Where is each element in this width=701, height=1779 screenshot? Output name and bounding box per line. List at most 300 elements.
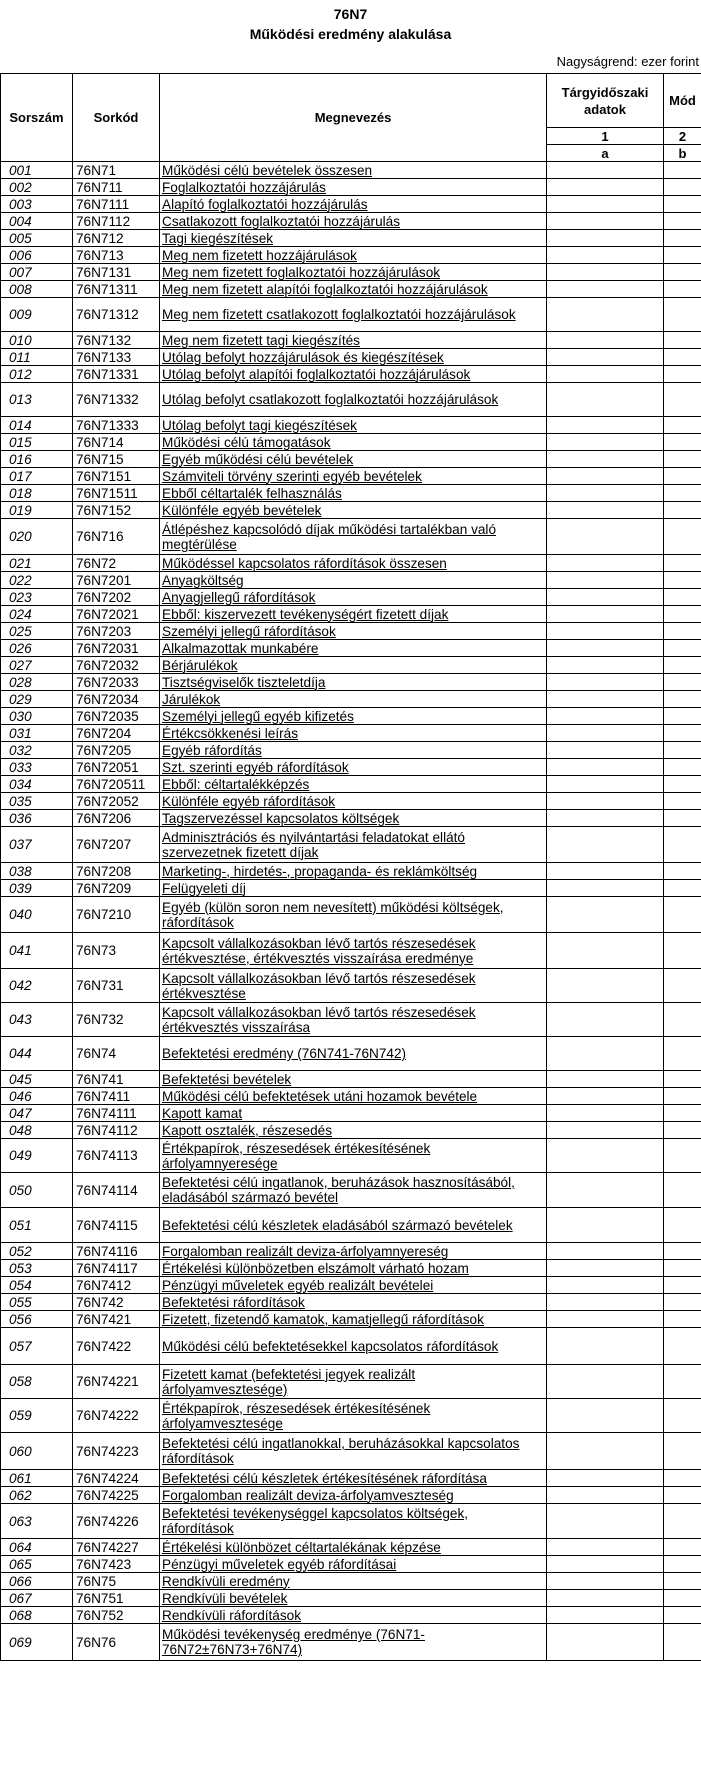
value-cell[interactable] (547, 1607, 664, 1624)
mod-cell[interactable] (664, 179, 701, 196)
row-name: Pénzügyi műveletek egyéb realizált bevételei (160, 1277, 547, 1294)
value-cell[interactable] (547, 657, 664, 674)
table-row (1, 674, 701, 691)
table-row (1, 827, 701, 863)
value-cell[interactable] (547, 589, 664, 606)
mod-cell[interactable] (664, 1504, 701, 1539)
row-code: 76N71 (73, 162, 160, 179)
row-number: 067 (1, 1590, 73, 1607)
table-row (1, 623, 701, 640)
table-row (1, 1539, 701, 1556)
table-row (1, 1433, 701, 1470)
mod-cell[interactable] (664, 1003, 701, 1037)
mod-cell[interactable] (664, 1294, 701, 1311)
mod-cell[interactable] (664, 1556, 701, 1573)
mod-cell[interactable] (664, 332, 701, 349)
value-cell[interactable] (547, 468, 664, 485)
table-row (1, 1122, 701, 1139)
row-number: 006 (1, 247, 73, 264)
table-row (1, 1277, 701, 1294)
row-code: 76N75 (73, 1573, 160, 1590)
value-cell[interactable] (547, 1539, 664, 1556)
row-name: Tisztségviselők tiszteletdíja (160, 674, 547, 691)
row-number: 026 (1, 640, 73, 657)
value-cell[interactable] (547, 776, 664, 793)
row-number: 049 (1, 1139, 73, 1173)
row-number: 032 (1, 742, 73, 759)
mod-cell[interactable] (664, 1328, 701, 1365)
row-code: 76N73 (73, 933, 160, 969)
row-code: 76N71331 (73, 366, 160, 383)
row-code: 76N74114 (73, 1173, 160, 1208)
value-cell[interactable] (547, 827, 664, 863)
row-name: Egyéb működési célú bevételek (160, 451, 547, 468)
value-cell[interactable] (547, 555, 664, 572)
mod-cell[interactable] (664, 1311, 701, 1328)
row-code: 76N74226 (73, 1504, 160, 1539)
row-number: 001 (1, 162, 73, 179)
row-code: 76N74227 (73, 1539, 160, 1556)
row-number: 053 (1, 1260, 73, 1277)
row-code: 76N7412 (73, 1277, 160, 1294)
table-row (1, 708, 701, 725)
value-cell[interactable] (547, 1365, 664, 1399)
row-number: 069 (1, 1624, 73, 1661)
table-row (1, 468, 701, 485)
table-row (1, 589, 701, 606)
table-row (1, 555, 701, 572)
value-cell[interactable] (547, 1088, 664, 1105)
row-code: 76N72051 (73, 759, 160, 776)
row-name: Meg nem fizetett alapítói foglalkoztatói hozzájárulások (160, 281, 547, 298)
value-cell[interactable] (547, 213, 664, 230)
row-code: 76N751 (73, 1590, 160, 1607)
row-code: 76N711 (73, 179, 160, 196)
mod-cell[interactable] (664, 1139, 701, 1173)
mod-cell[interactable] (664, 1105, 701, 1122)
mod-cell[interactable] (664, 742, 701, 759)
mod-cell[interactable] (664, 1071, 701, 1088)
mod-cell[interactable] (664, 1277, 701, 1294)
row-name: Egyéb (külön soron nem nevesített) működési költségek, ráfordítások (160, 897, 547, 933)
row-name: Befektetési tevékenységgel kapcsolatos költségek, ráfordítások (160, 1504, 547, 1539)
mod-cell[interactable] (664, 1088, 701, 1105)
mod-cell[interactable] (664, 969, 701, 1003)
row-name: Működési célú befektetésekkel kapcsolatos ráfordítások (160, 1328, 547, 1365)
value-cell[interactable] (547, 933, 664, 969)
mod-cell[interactable] (664, 863, 701, 880)
value-cell[interactable] (547, 691, 664, 708)
mod-cell[interactable] (664, 827, 701, 863)
row-number: 048 (1, 1122, 73, 1139)
value-cell[interactable] (547, 759, 664, 776)
value-cell[interactable] (547, 281, 664, 298)
row-number: 037 (1, 827, 73, 863)
header-sorszam: Sorszám (1, 74, 73, 162)
value-cell[interactable] (547, 897, 664, 933)
mod-cell[interactable] (664, 555, 701, 572)
value-cell[interactable] (547, 383, 664, 417)
row-code: 76N71333 (73, 417, 160, 434)
value-cell[interactable] (547, 1433, 664, 1470)
value-cell[interactable] (547, 1071, 664, 1088)
mod-cell[interactable] (664, 1208, 701, 1243)
mod-cell[interactable] (664, 1590, 701, 1607)
mod-cell[interactable] (664, 1607, 701, 1624)
row-name: Kapcsolt vállalkozásokban lévő tartós részesedések értékvesztése (160, 969, 547, 1003)
row-code: 76N7208 (73, 863, 160, 880)
mod-cell[interactable] (664, 264, 701, 281)
table-row (1, 1260, 701, 1277)
table-row (1, 281, 701, 298)
table-row (1, 810, 701, 827)
row-name: Értékcsökkenési leírás (160, 725, 547, 742)
value-cell[interactable] (547, 880, 664, 897)
value-cell[interactable] (547, 434, 664, 451)
value-cell[interactable] (547, 502, 664, 519)
row-code: 76N752 (73, 1607, 160, 1624)
value-cell[interactable] (547, 366, 664, 383)
row-number: 058 (1, 1365, 73, 1399)
mod-cell[interactable] (664, 451, 701, 468)
table-row (1, 179, 701, 196)
row-name: Csatlakozott foglalkoztatói hozzájárulás (160, 213, 547, 230)
table-row (1, 572, 701, 589)
row-name: Befektetési ráfordítások (160, 1294, 547, 1311)
row-code: 76N741 (73, 1071, 160, 1088)
row-code: 76N7152 (73, 502, 160, 519)
mod-cell[interactable] (664, 1260, 701, 1277)
value-cell[interactable] (547, 1105, 664, 1122)
value-cell[interactable] (547, 969, 664, 1003)
mod-cell[interactable] (664, 1365, 701, 1399)
table-row (1, 502, 701, 519)
mod-cell[interactable] (664, 1487, 701, 1504)
table-row (1, 332, 701, 349)
mod-cell[interactable] (664, 1122, 701, 1139)
value-cell[interactable] (547, 1311, 664, 1328)
row-name: Egyéb ráfordítás (160, 742, 547, 759)
row-name: Utólag befolyt hozzájárulások és kiegészítések (160, 349, 547, 366)
value-cell[interactable] (547, 1487, 664, 1504)
row-code: 76N7132 (73, 332, 160, 349)
row-code: 76N72031 (73, 640, 160, 657)
row-code: 76N715 (73, 451, 160, 468)
mod-cell[interactable] (664, 572, 701, 589)
row-number: 064 (1, 1539, 73, 1556)
value-cell[interactable] (547, 742, 664, 759)
value-cell[interactable] (547, 640, 664, 657)
row-name: Meg nem fizetett hozzájárulások (160, 247, 547, 264)
row-number: 002 (1, 179, 73, 196)
row-number: 003 (1, 196, 73, 213)
row-code: 76N7202 (73, 589, 160, 606)
row-code: 76N74113 (73, 1139, 160, 1173)
mod-cell[interactable] (664, 589, 701, 606)
row-name: Számviteli törvény szerinti egyéb bevételek (160, 468, 547, 485)
value-cell[interactable] (547, 1243, 664, 1260)
table-row (1, 383, 701, 417)
value-cell[interactable] (547, 623, 664, 640)
row-number: 010 (1, 332, 73, 349)
value-cell[interactable] (547, 264, 664, 281)
row-number: 008 (1, 281, 73, 298)
row-code: 76N714 (73, 434, 160, 451)
row-name: Befektetési célú készletek értékesítésének ráfordítása (160, 1470, 547, 1487)
table-row (1, 897, 701, 933)
value-cell[interactable] (547, 863, 664, 880)
row-number: 065 (1, 1556, 73, 1573)
row-code: 76N7423 (73, 1556, 160, 1573)
row-name: Értékelési különbözetben elszámolt várható hozam (160, 1260, 547, 1277)
row-code: 76N7204 (73, 725, 160, 742)
value-cell[interactable] (547, 1260, 664, 1277)
row-number: 055 (1, 1294, 73, 1311)
row-code: 76N72 (73, 555, 160, 572)
row-number: 044 (1, 1037, 73, 1071)
mod-cell[interactable] (664, 1624, 701, 1661)
mod-cell[interactable] (664, 725, 701, 742)
table-row (1, 1399, 701, 1433)
unit-label: Nagyságrend: ezer forint (556, 54, 699, 69)
mod-cell[interactable] (664, 366, 701, 383)
mod-cell[interactable] (664, 1173, 701, 1208)
row-number: 041 (1, 933, 73, 969)
table-row (1, 230, 701, 247)
value-cell[interactable] (547, 196, 664, 213)
row-code: 76N7206 (73, 810, 160, 827)
value-cell[interactable] (547, 1277, 664, 1294)
row-code: 76N7203 (73, 623, 160, 640)
value-cell[interactable] (547, 572, 664, 589)
mod-cell[interactable] (664, 606, 701, 623)
mod-cell[interactable] (664, 657, 701, 674)
row-name: Rendkívüli eredmény (160, 1573, 547, 1590)
value-cell[interactable] (547, 332, 664, 349)
value-cell[interactable] (547, 1294, 664, 1311)
mod-cell[interactable] (664, 434, 701, 451)
value-cell[interactable] (547, 1037, 664, 1071)
mod-cell[interactable] (664, 1399, 701, 1433)
mod-cell[interactable] (664, 247, 701, 264)
row-number: 045 (1, 1071, 73, 1088)
row-number: 052 (1, 1243, 73, 1260)
value-cell[interactable] (547, 1173, 664, 1208)
row-name: Anyagköltség (160, 572, 547, 589)
mod-cell[interactable] (664, 1470, 701, 1487)
header-targyidoszaki: Tárgyidőszaki adatok (547, 74, 664, 128)
table-row (1, 1139, 701, 1173)
row-code: 76N74 (73, 1037, 160, 1071)
row-code: 76N71311 (73, 281, 160, 298)
table-row (1, 1573, 701, 1590)
row-name: Pénzügyi műveletek egyéb ráfordításai (160, 1556, 547, 1573)
mod-cell[interactable] (664, 417, 701, 434)
value-cell[interactable] (547, 1470, 664, 1487)
mod-cell[interactable] (664, 519, 701, 555)
value-cell[interactable] (547, 417, 664, 434)
row-name: Tagi kiegészítések (160, 230, 547, 247)
header-sorkod: Sorkód (73, 74, 160, 162)
row-number: 014 (1, 417, 73, 434)
mod-cell[interactable] (664, 897, 701, 933)
value-cell[interactable] (547, 179, 664, 196)
mod-cell[interactable] (664, 213, 701, 230)
mod-cell[interactable] (664, 793, 701, 810)
row-name: Rendkívüli ráfordítások (160, 1607, 547, 1624)
value-cell[interactable] (547, 1624, 664, 1661)
mod-cell[interactable] (664, 281, 701, 298)
row-name: Befektetési célú készletek eladásából származó bevételek (160, 1208, 547, 1243)
mod-cell[interactable] (664, 880, 701, 897)
value-cell[interactable] (547, 247, 664, 264)
row-number: 061 (1, 1470, 73, 1487)
row-number: 007 (1, 264, 73, 281)
mod-cell[interactable] (664, 196, 701, 213)
row-name: Kapott kamat (160, 1105, 547, 1122)
mod-cell[interactable] (664, 1037, 701, 1071)
row-code: 76N7207 (73, 827, 160, 863)
mod-cell[interactable] (664, 623, 701, 640)
row-name: Meg nem fizetett csatlakozott foglalkoztatói hozzájárulások (160, 298, 547, 332)
value-cell[interactable] (547, 606, 664, 623)
row-name: Értékelési különbözet céltartalékának képzése (160, 1539, 547, 1556)
row-code: 76N72034 (73, 691, 160, 708)
row-name: Felügyeleti díj (160, 880, 547, 897)
row-number: 046 (1, 1088, 73, 1105)
table-row (1, 1556, 701, 1573)
value-cell[interactable] (547, 1399, 664, 1433)
value-cell[interactable] (547, 708, 664, 725)
row-code: 76N716 (73, 519, 160, 555)
table-row (1, 1311, 701, 1328)
mod-cell[interactable] (664, 691, 701, 708)
mod-cell[interactable] (664, 810, 701, 827)
row-name: Alkalmazottak munkabére (160, 640, 547, 657)
table-row (1, 434, 701, 451)
value-cell[interactable] (547, 519, 664, 555)
value-cell[interactable] (547, 349, 664, 366)
row-name: Ebből céltartalék felhasználás (160, 485, 547, 502)
mod-cell[interactable] (664, 708, 701, 725)
row-code: 76N7422 (73, 1328, 160, 1365)
row-code: 76N74225 (73, 1487, 160, 1504)
value-cell[interactable] (547, 1504, 664, 1539)
table-body (1, 162, 701, 1661)
mod-cell[interactable] (664, 640, 701, 657)
mod-cell[interactable] (664, 776, 701, 793)
value-cell[interactable] (547, 1556, 664, 1573)
mod-cell[interactable] (664, 298, 701, 332)
value-cell[interactable] (547, 725, 664, 742)
mod-cell[interactable] (664, 674, 701, 691)
mod-cell[interactable] (664, 485, 701, 502)
table-row (1, 349, 701, 366)
table-row (1, 451, 701, 468)
row-number: 033 (1, 759, 73, 776)
mod-cell[interactable] (664, 502, 701, 519)
value-cell[interactable] (547, 485, 664, 502)
row-name: Különféle egyéb ráfordítások (160, 793, 547, 810)
row-number: 015 (1, 434, 73, 451)
mod-cell[interactable] (664, 230, 701, 247)
value-cell[interactable] (547, 451, 664, 468)
mod-cell[interactable] (664, 933, 701, 969)
table-row (1, 1037, 701, 1071)
table-row (1, 1173, 701, 1208)
table-row (1, 1590, 701, 1607)
table-row (1, 1504, 701, 1539)
table-row (1, 264, 701, 281)
value-cell[interactable] (547, 1573, 664, 1590)
row-code: 76N7210 (73, 897, 160, 933)
row-number: 030 (1, 708, 73, 725)
table-row (1, 776, 701, 793)
row-code: 76N74223 (73, 1433, 160, 1470)
table-row (1, 1607, 701, 1624)
mod-cell[interactable] (664, 759, 701, 776)
table-row (1, 1088, 701, 1105)
value-cell[interactable] (547, 810, 664, 827)
mod-cell[interactable] (664, 1573, 701, 1590)
table-row (1, 1208, 701, 1243)
value-cell[interactable] (547, 674, 664, 691)
mod-cell[interactable] (664, 1539, 701, 1556)
mod-cell[interactable] (664, 1243, 701, 1260)
table-row (1, 417, 701, 434)
row-code: 76N7209 (73, 880, 160, 897)
table-row (1, 1624, 701, 1661)
value-cell[interactable] (547, 298, 664, 332)
table-row (1, 1365, 701, 1399)
row-name: Forgalomban realizált deviza-árfolyamnyereség (160, 1243, 547, 1260)
header-col-num-2: 2 (664, 128, 701, 145)
value-cell[interactable] (547, 1122, 664, 1139)
table-row (1, 247, 701, 264)
row-number: 016 (1, 451, 73, 468)
table-row (1, 485, 701, 502)
row-name: Különféle egyéb bevételek (160, 502, 547, 519)
mod-cell[interactable] (664, 1433, 701, 1470)
row-number: 025 (1, 623, 73, 640)
mod-cell[interactable] (664, 349, 701, 366)
value-cell[interactable] (547, 1328, 664, 1365)
row-number: 059 (1, 1399, 73, 1433)
value-cell[interactable] (547, 230, 664, 247)
value-cell[interactable] (547, 162, 664, 179)
table-row (1, 657, 701, 674)
mod-cell[interactable] (664, 383, 701, 417)
row-code: 76N74112 (73, 1122, 160, 1139)
row-number: 022 (1, 572, 73, 589)
row-name: Forgalomban realizált deviza-árfolyamveszteség (160, 1487, 547, 1504)
table-row (1, 725, 701, 742)
value-cell[interactable] (547, 1003, 664, 1037)
row-name: Bérjárulékok (160, 657, 547, 674)
row-number: 020 (1, 519, 73, 555)
row-name: Átlépéshez kapcsolódó díjak működési tartalékban való megtérülése (160, 519, 547, 555)
row-code: 76N71511 (73, 485, 160, 502)
mod-cell[interactable] (664, 162, 701, 179)
table-row (1, 880, 701, 897)
value-cell[interactable] (547, 1208, 664, 1243)
row-number: 023 (1, 589, 73, 606)
row-number: 051 (1, 1208, 73, 1243)
value-cell[interactable] (547, 793, 664, 810)
mod-cell[interactable] (664, 468, 701, 485)
value-cell[interactable] (547, 1139, 664, 1173)
value-cell[interactable] (547, 1590, 664, 1607)
